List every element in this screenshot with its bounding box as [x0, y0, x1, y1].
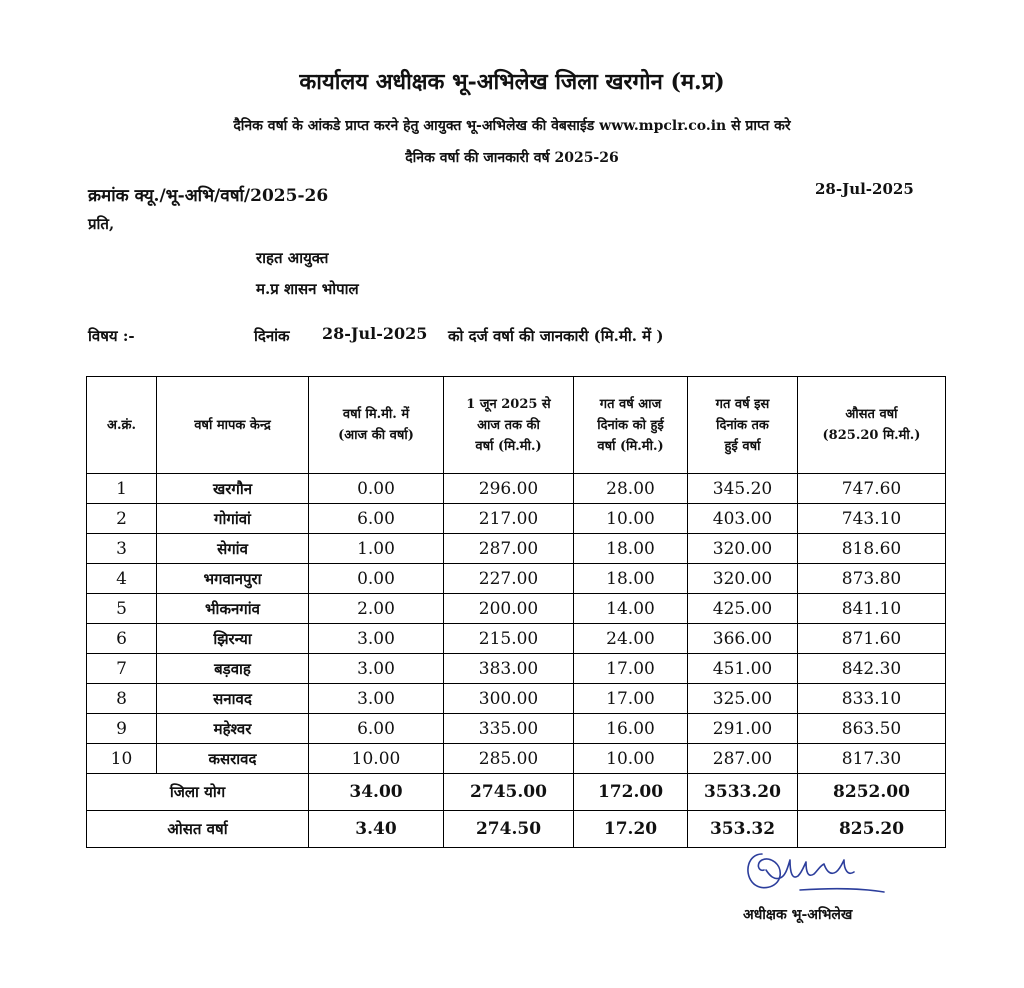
average-cell: 833.10 — [798, 684, 946, 714]
today-cell: 6.00 — [309, 504, 444, 534]
last-year-day-cell: 10.00 — [574, 744, 688, 774]
header-average: औसत वर्षा (825.20 मि.मी.) — [798, 377, 946, 474]
last-year-cumulative-cell: 320.00 — [688, 564, 798, 594]
station-cell: कसरावद — [157, 744, 309, 774]
table-row — [87, 624, 946, 654]
website-note: दैनिक वर्षा के आंकडे प्राप्त करने हेतु आयुक्त भू-अभिलेख की वेबसाईड www.mpclr.co.in से प्राप्त करे — [233, 118, 791, 134]
last-year-day-cell: 28.00 — [574, 474, 688, 504]
serial-cell: 9 — [87, 714, 157, 744]
average-cell: 871.60 — [798, 624, 946, 654]
total-last-year-cumulative: 3533.20 — [688, 774, 798, 811]
last-year-cumulative-cell: 291.00 — [688, 714, 798, 744]
average-cell: 841.10 — [798, 594, 946, 624]
subject-date: 28-Jul-2025 — [322, 324, 428, 343]
recipient-line-1: राहत आयुक्त — [256, 249, 329, 267]
header-last-year-day: गत वर्ष आज दिनांक को हुई वर्षा (मि.मी.) — [574, 377, 688, 474]
signature-scribble — [740, 842, 890, 902]
table-row — [87, 504, 946, 534]
total-today: 34.00 — [309, 774, 444, 811]
table-row — [87, 744, 946, 774]
since-june-cell: 217.00 — [444, 504, 574, 534]
last-year-day-cell: 16.00 — [574, 714, 688, 744]
station-cell: सनावद — [157, 684, 309, 714]
since-june-cell: 285.00 — [444, 744, 574, 774]
signature-image — [740, 842, 890, 906]
today-cell: 3.00 — [309, 624, 444, 654]
average-last-year-cumulative: 353.32 — [688, 811, 798, 848]
station-cell: गोगांवां — [157, 504, 309, 534]
average-cell: 818.60 — [798, 534, 946, 564]
table-row — [87, 534, 946, 564]
average-cell: 743.10 — [798, 504, 946, 534]
last-year-cumulative-cell: 451.00 — [688, 654, 798, 684]
station-cell: महेश्वर — [157, 714, 309, 744]
since-june-cell: 335.00 — [444, 714, 574, 744]
average-cell: 873.80 — [798, 564, 946, 594]
station-cell: खरगौन — [157, 474, 309, 504]
last-year-day-cell: 10.00 — [574, 504, 688, 534]
station-cell: सेगांव — [157, 534, 309, 564]
last-year-day-cell: 18.00 — [574, 564, 688, 594]
last-year-cumulative-cell: 345.20 — [688, 474, 798, 504]
letter-date: 28-Jul-2025 — [815, 180, 914, 198]
since-june-cell: 227.00 — [444, 564, 574, 594]
today-cell: 6.00 — [309, 714, 444, 744]
average-today: 3.40 — [309, 811, 444, 848]
total-average: 8252.00 — [798, 774, 946, 811]
since-june-cell: 300.00 — [444, 684, 574, 714]
header-last-year-cumulative: गत वर्ष इस दिनांक तक हुई वर्षा — [688, 377, 798, 474]
since-june-cell: 215.00 — [444, 624, 574, 654]
serial-cell: 4 — [87, 564, 157, 594]
serial-cell: 1 — [87, 474, 157, 504]
last-year-cumulative-cell: 287.00 — [688, 744, 798, 774]
table-row — [87, 684, 946, 714]
total-label: जिला योग — [87, 774, 309, 811]
station-cell: भीकनगांव — [157, 594, 309, 624]
report-subtitle: दैनिक वर्षा की जानकारी वर्ष 2025-26 — [405, 150, 619, 166]
since-june-cell: 383.00 — [444, 654, 574, 684]
last-year-cumulative-cell: 325.00 — [688, 684, 798, 714]
rainfall-table — [86, 376, 946, 848]
header-serial: अ.क्रं. — [87, 377, 157, 474]
serial-cell: 8 — [87, 684, 157, 714]
subject-date-label: दिनांक — [254, 327, 290, 345]
station-cell: भगवानपुरा — [157, 564, 309, 594]
last-year-cumulative-cell: 366.00 — [688, 624, 798, 654]
serial-cell: 7 — [87, 654, 157, 684]
average-cell: 842.30 — [798, 654, 946, 684]
average-cell: 817.30 — [798, 744, 946, 774]
subject-text: को दर्ज वर्षा की जानकारी (मि.मी. में ) — [448, 327, 664, 345]
table-row — [87, 714, 946, 744]
average-label: ओसत वर्षा — [87, 811, 309, 848]
recipient-line-2: म.प्र शासन भोपाल — [256, 280, 359, 298]
last-year-cumulative-cell: 425.00 — [688, 594, 798, 624]
today-cell: 0.00 — [309, 564, 444, 594]
total-since-june: 2745.00 — [444, 774, 574, 811]
total-last-year-day: 172.00 — [574, 774, 688, 811]
subject-label: विषय :- — [88, 327, 135, 345]
signatory-designation: अधीक्षक भू-अभिलेख — [743, 907, 853, 923]
average-last-year-day: 17.20 — [574, 811, 688, 848]
last-year-cumulative-cell: 403.00 — [688, 504, 798, 534]
header-today: वर्षा मि.मी. में (आज की वर्षा) — [309, 377, 444, 474]
today-cell: 10.00 — [309, 744, 444, 774]
header-station: वर्षा मापक केन्द्र — [157, 377, 309, 474]
since-june-cell: 200.00 — [444, 594, 574, 624]
since-june-cell: 296.00 — [444, 474, 574, 504]
station-cell: बड़वाह — [157, 654, 309, 684]
serial-cell: 2 — [87, 504, 157, 534]
last-year-day-cell: 17.00 — [574, 654, 688, 684]
reference-number: क्रमांक क्यू./भू-अभि/वर्षा/2025-26 — [88, 186, 329, 206]
table-header-row — [87, 377, 946, 474]
today-cell: 1.00 — [309, 534, 444, 564]
table-row — [87, 564, 946, 594]
last-year-cumulative-cell: 320.00 — [688, 534, 798, 564]
average-cell: 747.60 — [798, 474, 946, 504]
average-cell: 863.50 — [798, 714, 946, 744]
average-since-june: 274.50 — [444, 811, 574, 848]
serial-cell: 6 — [87, 624, 157, 654]
header-since-june: 1 जून 2025 से आज तक की वर्षा (मि.मी.) — [444, 377, 574, 474]
last-year-day-cell: 14.00 — [574, 594, 688, 624]
average-average: 825.20 — [798, 811, 946, 848]
table-row — [87, 594, 946, 624]
serial-cell: 10 — [87, 744, 157, 774]
table-row — [87, 654, 946, 684]
today-cell: 3.00 — [309, 654, 444, 684]
last-year-day-cell: 18.00 — [574, 534, 688, 564]
to-label: प्रति, — [88, 215, 115, 233]
district-total-row — [87, 774, 946, 811]
serial-cell: 3 — [87, 534, 157, 564]
station-cell: झिरन्या — [157, 624, 309, 654]
today-cell: 0.00 — [309, 474, 444, 504]
last-year-day-cell: 24.00 — [574, 624, 688, 654]
table-row — [87, 474, 946, 504]
office-title: कार्यालय अधीक्षक भू-अभिलेख जिला खरगोन (म.प्र) — [299, 69, 725, 95]
since-june-cell: 287.00 — [444, 534, 574, 564]
today-cell: 2.00 — [309, 594, 444, 624]
last-year-day-cell: 17.00 — [574, 684, 688, 714]
serial-cell: 5 — [87, 594, 157, 624]
today-cell: 3.00 — [309, 684, 444, 714]
